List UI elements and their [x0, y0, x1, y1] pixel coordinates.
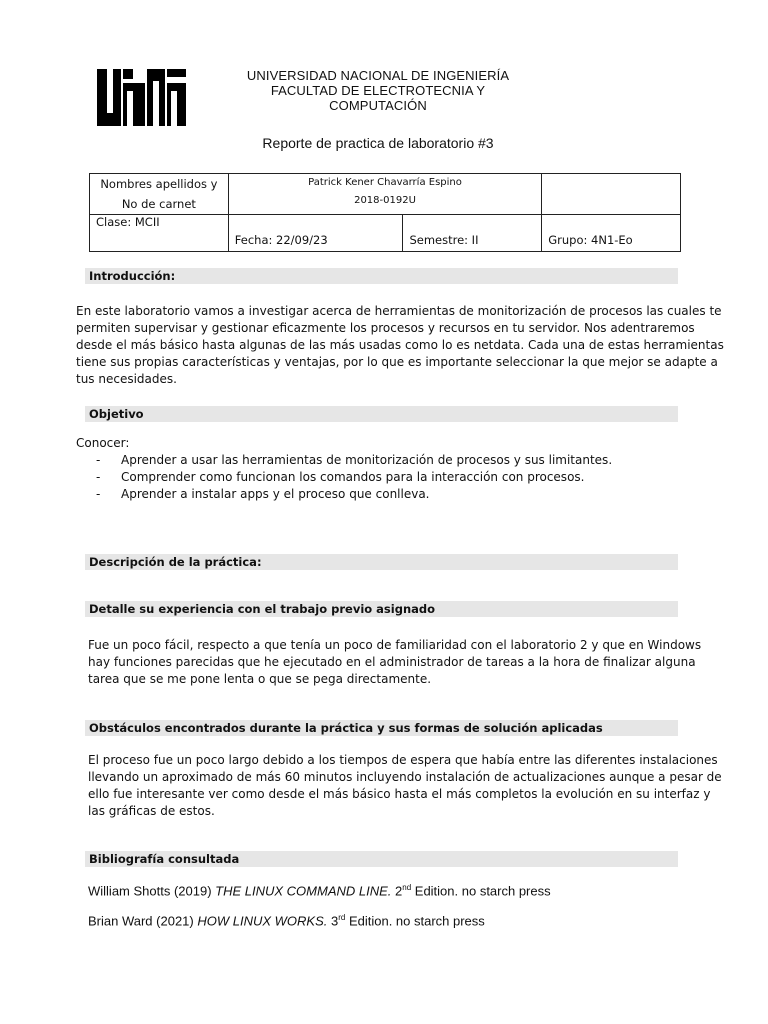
description-heading: Descripción de la práctica: — [85, 554, 678, 570]
intro-heading: Introducción: — [85, 268, 678, 284]
experience-line: tarea que se me pone lenta o que se pega directamente. — [88, 672, 432, 686]
semester-cell — [403, 215, 542, 252]
semester-value: Semestre: II — [409, 233, 479, 247]
university-name: UNIVERSIDAD NACIONAL DE INGENIERÍA — [246, 68, 510, 83]
ref-edition-sup: rd — [338, 913, 346, 922]
class-cell — [90, 215, 229, 252]
experience-line: Fue un poco fácil, respecto a que tenía un poco de familiaridad con el laboratorio 2 y que en Windows — [88, 638, 702, 652]
obstacles-line: El proceso fue un poco largo debido a los tiempos de espera que había entre las diferentes instalaciones — [88, 753, 718, 767]
empty-cell — [542, 174, 681, 215]
student-id: 2018-0192U — [354, 195, 416, 206]
faculty-name: FACULTAD DE ELECTROTECNIA Y COMPUTACIÓN — [270, 83, 486, 113]
institution-header — [240, 68, 516, 113]
student-name: Patrick Kener Chavarría Espino — [308, 177, 462, 188]
objective-heading: Objetivo — [85, 406, 678, 422]
date-value: Fecha: 22/09/23 — [234, 233, 328, 247]
list-item-text: Aprender a instalar apps y el proceso que conlleva. — [121, 487, 430, 501]
bullet-marker: - — [96, 487, 101, 501]
list-item-text: Aprender a usar las herramientas de monitorización de procesos y sus limitantes. — [121, 453, 613, 467]
bibliography-heading: Bibliografía consultada — [85, 851, 678, 867]
ref-edition-num: 2 — [391, 883, 403, 899]
obstacles-line: ello fue interesante ver como desde el más básico hasta el más completos la evolución en su interfaz y — [88, 787, 711, 801]
ref-title: THE LINUX COMMAND LINE. — [215, 883, 392, 899]
experience-heading: Detalle su experiencia con el trabajo previo asignado — [85, 601, 678, 617]
bullet-marker: - — [96, 453, 101, 467]
obstacles-line: las gráficas de estos. — [88, 804, 215, 818]
objective-list — [96, 452, 612, 503]
list-item — [96, 486, 612, 503]
intro-line: tiene sus propias características y ventajas, por lo que es importante seleccionar la que mejor se adapte a — [76, 355, 718, 369]
objective-intro: Conocer: — [76, 436, 130, 450]
student-info-table — [89, 173, 681, 252]
intro-line: permiten supervisar y gestionar eficazmente los procesos y recursos en tu servidor. Nos adentraremos — [76, 321, 695, 335]
ref-title: HOW LINUX WORKS. — [197, 913, 328, 929]
reference-item — [88, 913, 485, 928]
ref-rest: Edition. no starch press — [345, 913, 485, 929]
list-item — [96, 469, 612, 486]
names-label-cell — [90, 174, 229, 215]
ref-author: William Shotts (2019) — [88, 883, 216, 899]
experience-paragraph — [88, 637, 701, 688]
uni-logo-icon — [97, 69, 186, 126]
obstacles-heading: Obstáculos encontrados durante la práctica y sus formas de solución aplicadas — [85, 720, 678, 736]
date-cell — [228, 215, 403, 252]
obstacles-paragraph — [88, 752, 722, 820]
ref-edition-num: 3 — [327, 913, 339, 929]
names-label-line2: No de carnet — [121, 197, 196, 211]
intro-paragraph — [76, 303, 724, 388]
group-value: Grupo: 4N1-Eo — [548, 233, 633, 247]
obstacles-line: llevando un aproximado de más 60 minutos incluyendo instalación de actualizaciones aunque a pesar de — [88, 770, 722, 784]
reference-item — [88, 883, 551, 898]
experience-line: hay funciones parecidas que he ejecutado en el administrador de tareas a la hora de finalizar alguna — [88, 655, 696, 669]
list-item-text: Comprender como funcionan los comandos para la interacción con procesos. — [121, 470, 585, 484]
bullet-marker: - — [96, 470, 101, 484]
intro-line: tus necesidades. — [76, 372, 177, 386]
intro-line: En este laboratorio vamos a investigar acerca de herramientas de monitorización de procesos las cuales te — [76, 304, 722, 318]
report-title: Reporte de practica de laboratorio #3 — [262, 135, 494, 151]
ref-edition-sup: nd — [402, 883, 412, 892]
list-item — [96, 452, 612, 469]
class-label: Clase: MCII — [96, 215, 160, 229]
student-cell — [228, 174, 541, 215]
ref-rest: Edition. no starch press — [411, 883, 551, 899]
ref-author: Brian Ward (2021) — [88, 913, 198, 929]
group-cell — [542, 215, 681, 252]
names-label-line1: Nombres apellidos y — [100, 177, 218, 191]
intro-line: desde el más básico hasta algunas de las más usadas como lo es netdata. Cada una de estas herramientas — [76, 338, 724, 352]
